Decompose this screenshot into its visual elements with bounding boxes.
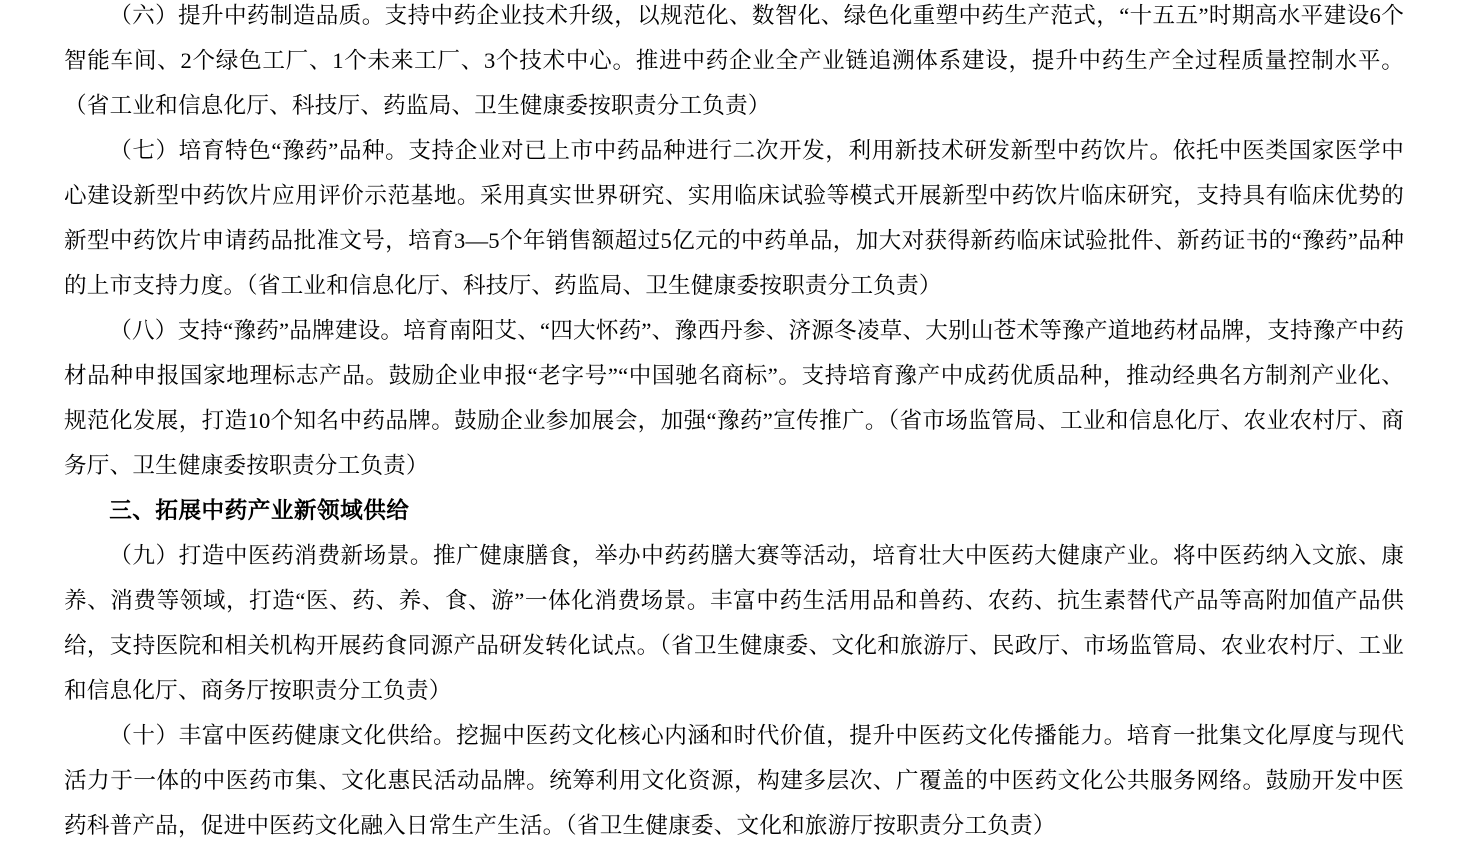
paragraph-item-6: （六）提升中药制造品质。支持中药企业技术升级，以规范化、数智化、绿色化重塑中药生产范式，“十五五”时期高水平建设6个智能车间、2个绿色工厂、1个未来工厂、3个技术中心。推进中药企业全产业链追溯体系建设，提升中药生产全过程质量控制水平。（省工业和信息化厅、科技厅、药监局、卫生健康委按职责分工负责） <box>64 3 1404 118</box>
section-heading-3: 三、拓展中药产业新领域供给 <box>109 498 410 523</box>
paragraph-item-9: （九）打造中医药消费新场景。推广健康膳食，举办中药药膳大赛等活动，培育壮大中医药大健康产业。将中医药纳入文旅、康养、消费等领域，打造“医、药、养、食、游”一体化消费场景。丰富中药生活用品和兽药、农药、抗生素替代产品等高附加值产品供给，支持医院和相关机构开展药食同源产品研发转化试点。（省卫生健康委、文化和旅游厅、民政厅、市场监管局、农业农村厅、工业和信息化厅、商务厅按职责分工负责） <box>64 543 1404 703</box>
paragraph-item-7: （七）培育特色“豫药”品种。支持企业对已上市中药品种进行二次开发，利用新技术研发新型中药饮片。依托中医类国家医学中心建设新型中药饮片应用评价示范基地。采用真实世界研究、实用临床试验等模式开展新型中药饮片临床研究，支持具有临床优势的新型中药饮片申请药品批准文号，培育3—5个年销售额超过5亿元的中药单品，加大对获得新药临床试验批件、新药证书的“豫药”品种的上市支持力度。（省工业和信息化厅、科技厅、药监局、卫生健康委按职责分工负责） <box>64 138 1404 298</box>
paragraph-item-8: （八）支持“豫药”品牌建设。培育南阳艾、“四大怀药”、豫西丹参、济源冬凌草、大别山苍术等豫产道地药材品牌，支持豫产中药材品种申报国家地理标志产品。鼓励企业申报“老字号”“中国驰名商标”。支持培育豫产中成药优质品种，推动经典名方制剂产业化、规范化发展，打造10个知名中药品牌。鼓励企业参加展会，加强“豫药”宣传推广。（省市场监管局、工业和信息化厅、农业农村厅、商务厅、卫生健康委按职责分工负责） <box>64 318 1404 478</box>
document-page <box>64 0 1404 848</box>
paragraph-item-10: （十）丰富中医药健康文化供给。挖掘中医药文化核心内涵和时代价值，提升中医药文化传播能力。培育一批集文化厚度与现代活力于一体的中医药市集、文化惠民活动品牌。统筹利用文化资源，构建多层次、广覆盖的中医药文化公共服务网络。鼓励开发中医药科普产品，促进中医药文化融入日常生产生活。（省卫生健康委、文化和旅游厅按职责分工负责） <box>64 723 1404 838</box>
